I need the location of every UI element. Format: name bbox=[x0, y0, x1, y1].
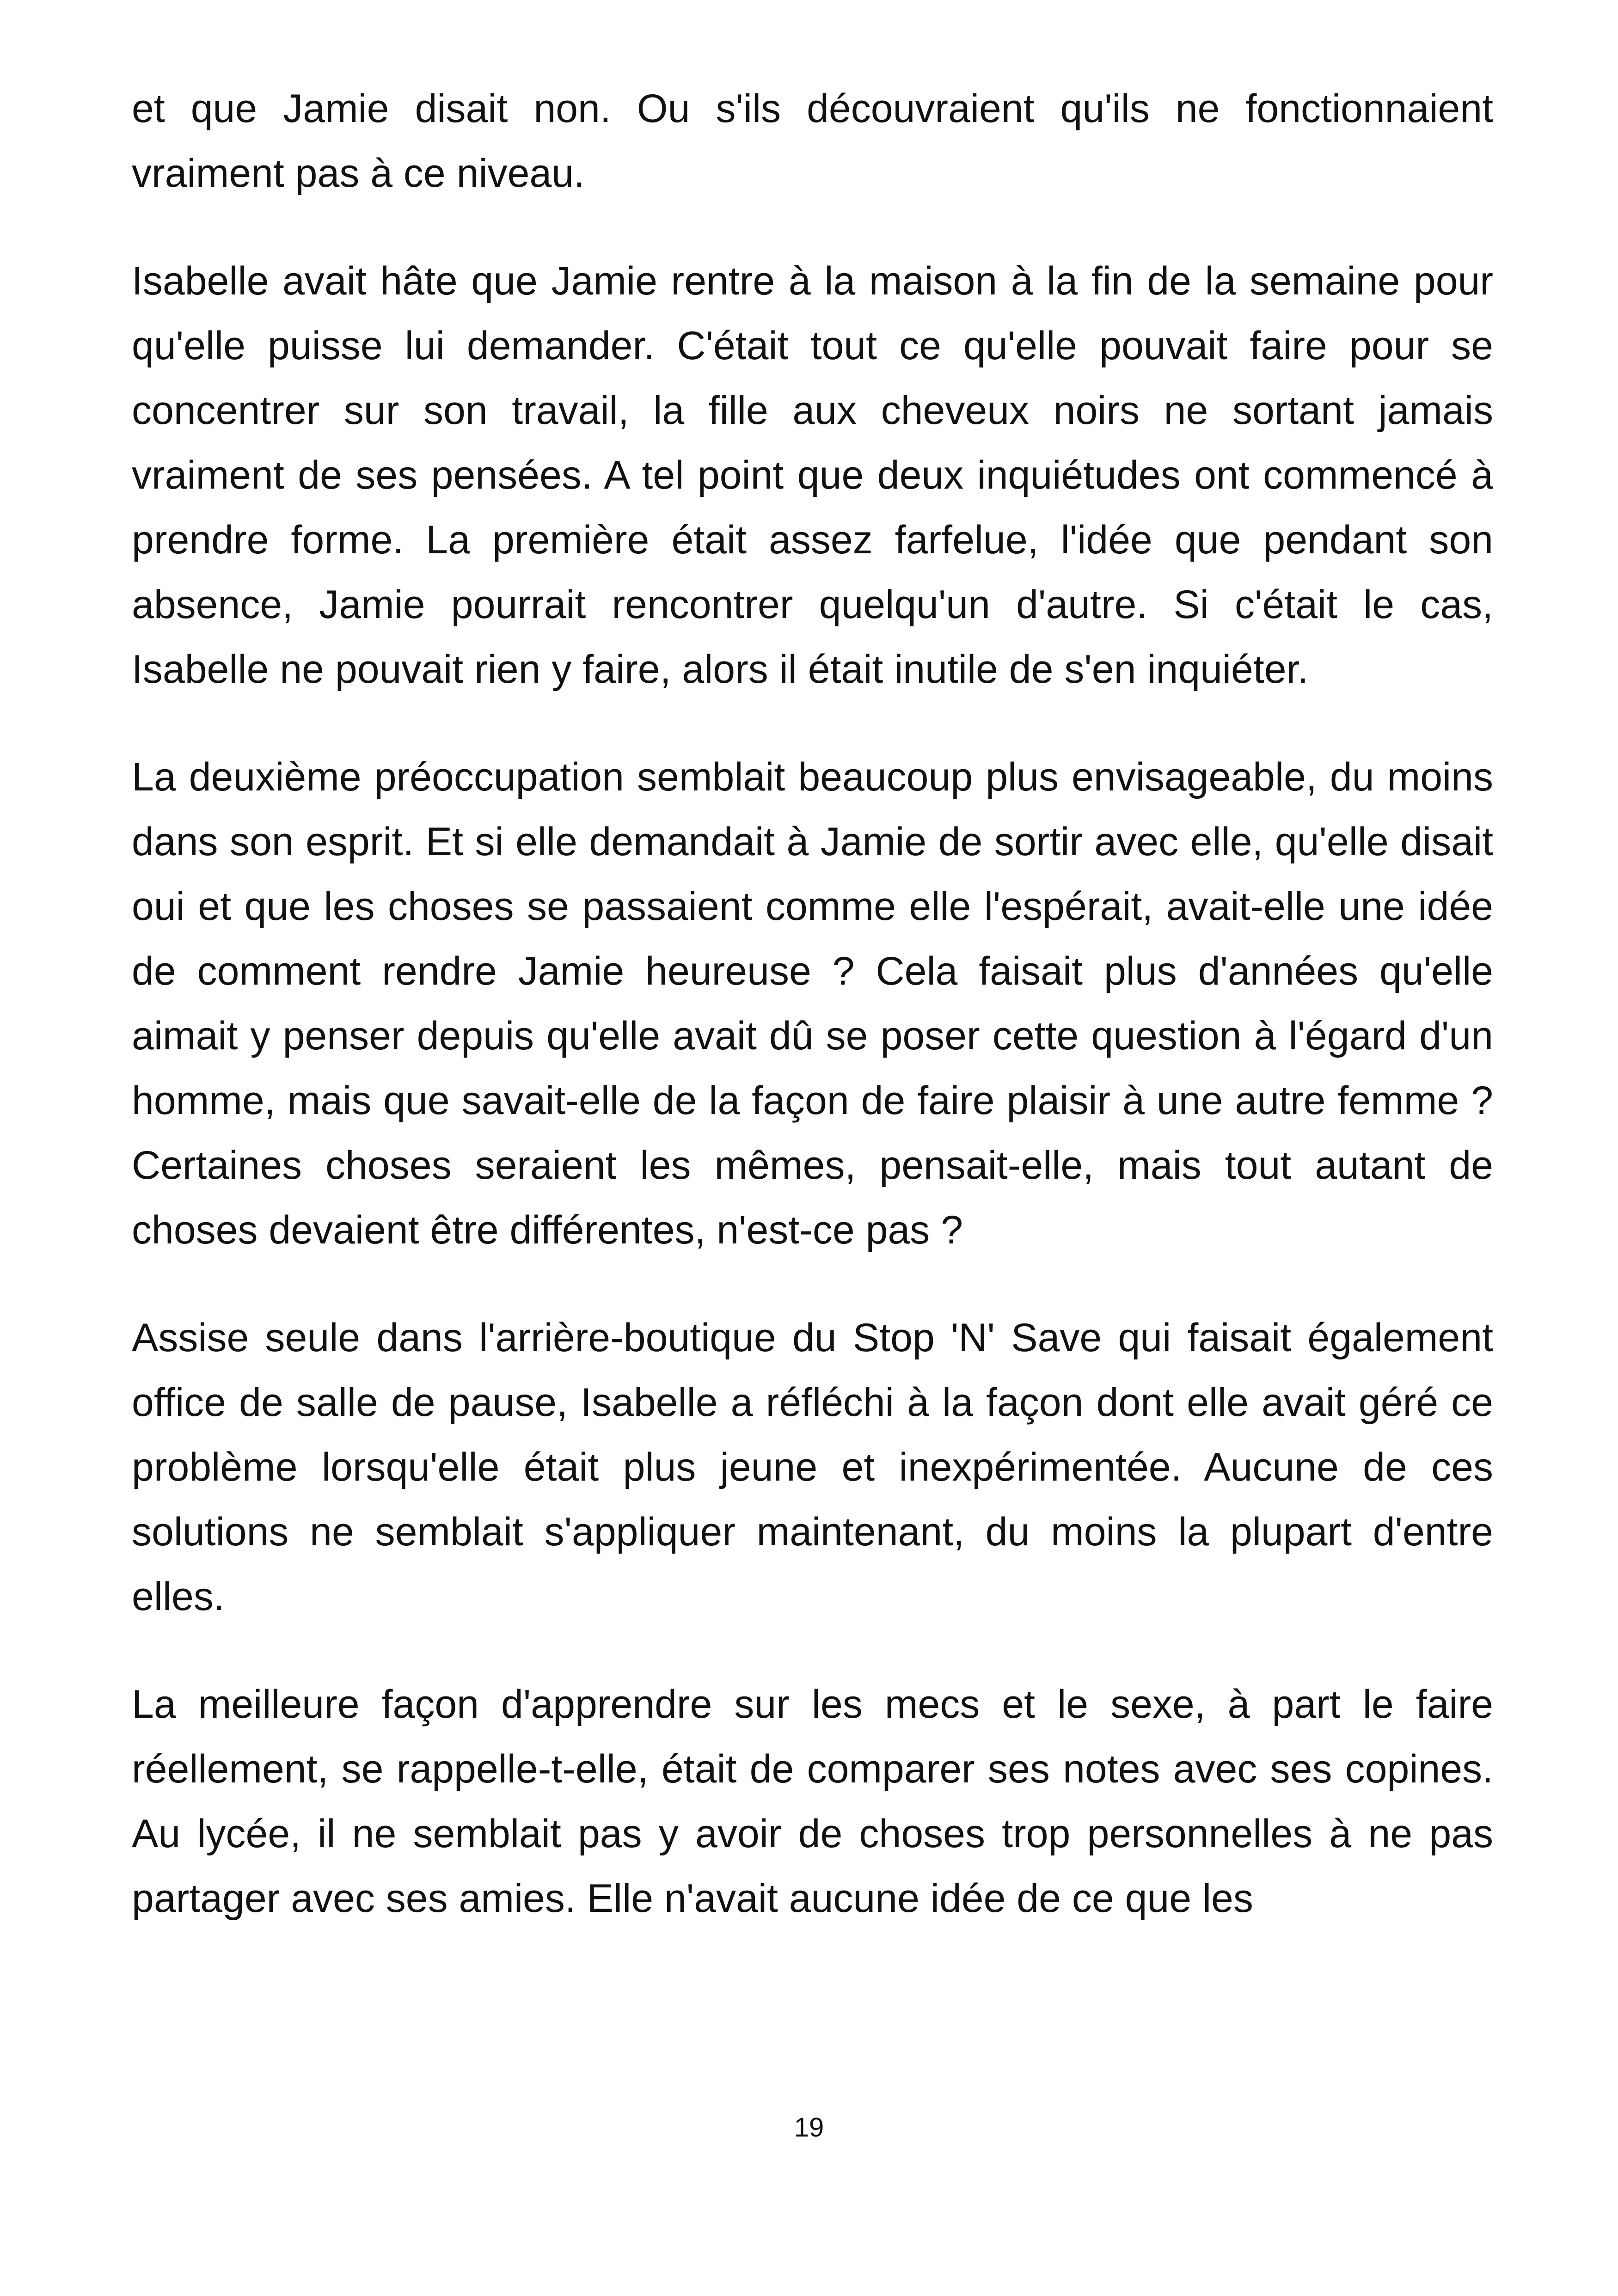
paragraph: La meilleure façon d'apprendre sur les mecs et le sexe, à part le faire réellement, se rappelle-t-elle, était de comparer ses notes avec ses copines. Au lycée, il ne semblait pas y avoir de choses trop personnelles à ne pas partager avec ses amies. Elle n'avait aucune idée de ce que les bbox=[132, 1682, 1493, 1921]
paragraph: et que Jamie disait non. Ou s'ils découvraient qu'ils ne fonctionnaient vraiment pas à ce niveau. bbox=[132, 86, 1493, 196]
paragraph: Isabelle avait hâte que Jamie rentre à la maison à la fin de la semaine pour qu'elle puisse lui demander. C'était tout ce qu'elle pouvait faire pour se concentrer sur son travail, la fille aux cheveux noirs ne sortant jamais vraiment de ses pensées. A tel point que deux inquiétudes ont commencé à prendre forme. La première était assez farfelue, l'idée que pendant son absence, Jamie pourrait rencontrer quelqu'un d'autre. Si c'était le cas, Isabelle ne pouvait rien y faire, alors il était inutile de s'en inquiéter. bbox=[132, 259, 1493, 692]
paragraph: Assise seule dans l'arrière-boutique du Stop 'N' Save qui faisait également office de salle de pause, Isabelle a réfléchi à la façon dont elle avait géré ce problème lorsqu'elle était plus jeune et inexpérimentée. Aucune de ces solutions ne semblait s'appliquer maintenant, du moins la plupart d'entre elles. bbox=[132, 1316, 1493, 1619]
paragraph: La deuxième préoccupation semblait beaucoup plus envisageable, du moins dans son esprit. Et si elle demandait à Jamie de sortir avec elle, qu'elle disait oui et que les choses se passaient comme elle l'espérait, avait-elle une idée de comment rendre Jamie heureuse ? Cela faisait plus d'années qu'elle aimait y penser depuis qu'elle avait dû se poser cette question à l'égard d'un homme, mais que savait-elle de la façon de faire plaisir à une autre femme ? Certaines choses seraient les mêmes, pensait-elle, mais tout autant de choses devaient être différentes, n'est-ce pas ? bbox=[132, 755, 1493, 1252]
page-number: 19 bbox=[794, 2112, 824, 2143]
body-text bbox=[132, 76, 1493, 1974]
